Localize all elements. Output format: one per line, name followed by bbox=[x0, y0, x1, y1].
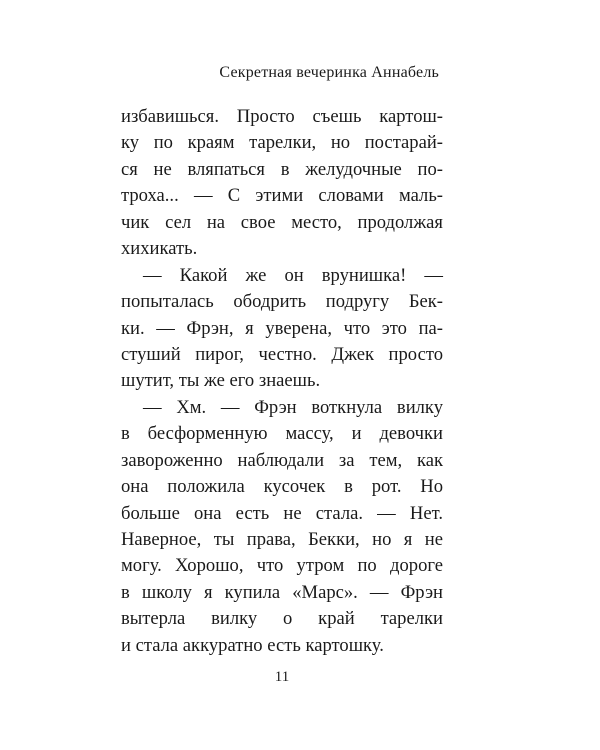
text-line: чик сел на свое место, продолжая bbox=[121, 211, 443, 233]
text-line: шутит, ты же его знаешь. bbox=[121, 370, 321, 392]
text-line: она положила кусочек в рот. Но bbox=[121, 476, 443, 498]
page-number: 11 bbox=[274, 669, 290, 685]
text-line: избавишься. Просто съешь картош- bbox=[121, 106, 443, 127]
text-line: в бесформенную массу, и девочки bbox=[121, 423, 443, 445]
text-line: завороженно наблюдали за тем, как bbox=[121, 449, 443, 471]
text-line: в школу я купила «Марс». — Фрэн bbox=[121, 581, 443, 603]
text-line: вытерла вилку о край тарелки bbox=[121, 608, 443, 630]
text-line: больше она есть не стала. — Нет. bbox=[121, 502, 443, 524]
text-line: троха... — С этими словами маль- bbox=[121, 185, 443, 207]
text-line: ся не вляпаться в желудочные по- bbox=[121, 158, 443, 180]
text-line: ки. — Фрэн, я уверена, что это па- bbox=[121, 317, 443, 339]
text-line: стуший пирог, честно. Джек просто bbox=[121, 343, 443, 365]
body-text bbox=[121, 104, 443, 659]
text-line: попыталась ободрить подругу Бек- bbox=[121, 291, 443, 313]
text-line: могу. Хорошо, что утром по дороге bbox=[121, 555, 443, 577]
text-line: ку по краям тарелки, но постарай- bbox=[121, 132, 443, 154]
text-line: и стала аккуратно есть картошку. bbox=[121, 634, 384, 656]
text-line: — Хм. — Фрэн воткнула вилку bbox=[143, 396, 443, 418]
text-line: — Какой же он врунишка! — bbox=[143, 264, 443, 286]
running-header: Секретная вечеринка Аннабель bbox=[219, 64, 439, 81]
text-line: Наверное, ты права, Бекки, но я не bbox=[121, 529, 443, 550]
text-line: хихикать. bbox=[121, 238, 198, 260]
